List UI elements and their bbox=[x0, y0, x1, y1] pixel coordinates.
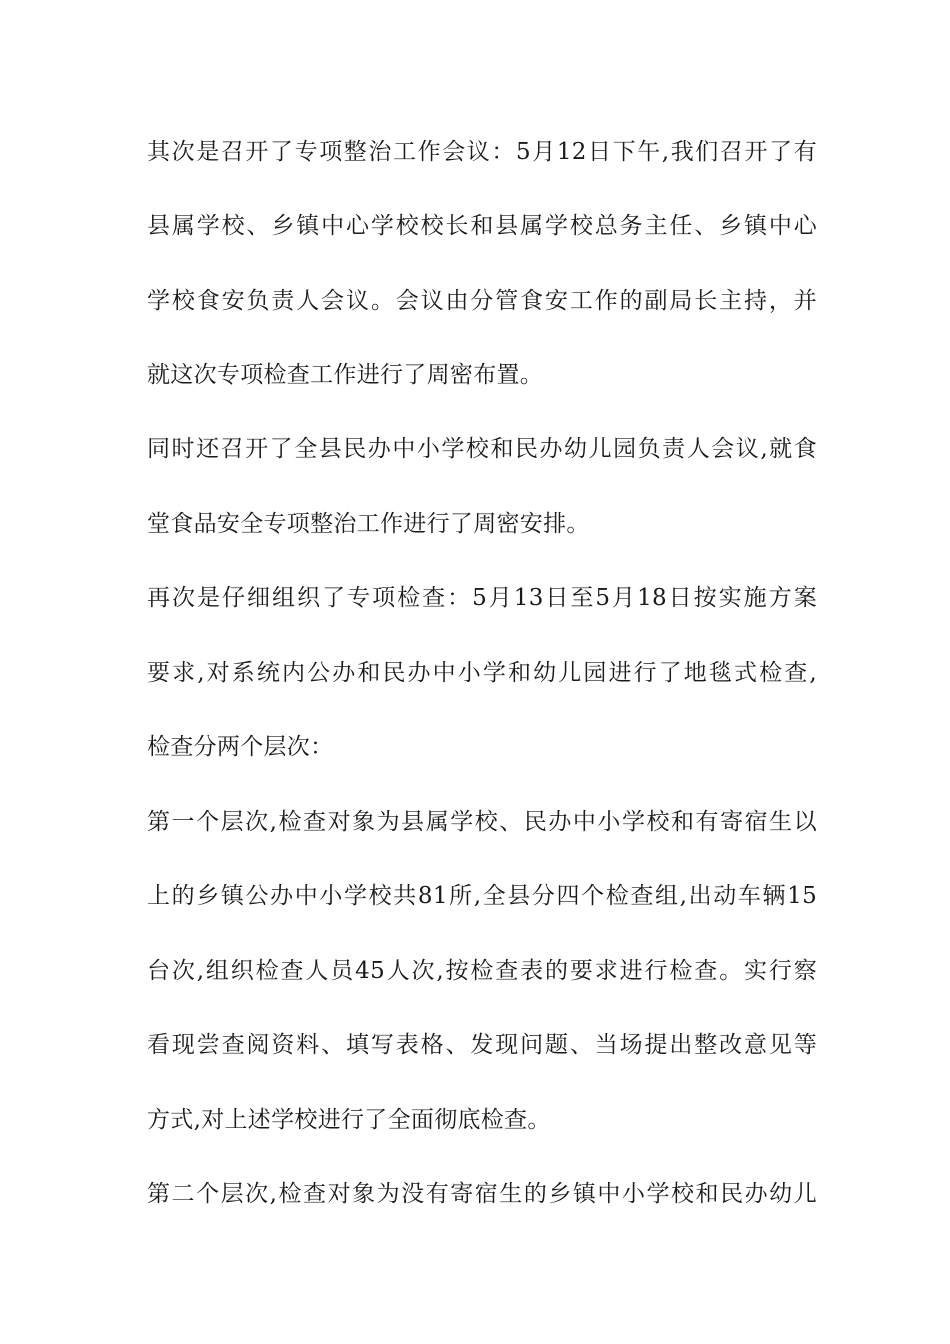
paragraph-line: 台次,组织检查人员45人次,按检查表的要求进行检查。实行察 bbox=[147, 958, 817, 984]
paragraph-line: 方式,对上述学校进行了全面彻底检查。 bbox=[147, 1107, 551, 1133]
paragraph-line: 检查分两个层次： bbox=[147, 734, 334, 760]
paragraph-line: 县属学校、乡镇中心学校校长和县属学校总务主任、乡镇中心 bbox=[147, 213, 817, 239]
paragraph-line: 第二个层次,检查对象为没有寄宿生的乡镇中小学校和民办幼儿 bbox=[147, 1181, 817, 1207]
paragraph-line: 要求,对系统内公办和民办中小学和幼儿园进行了地毯式检查, bbox=[147, 660, 817, 686]
paragraph-line: 上的乡镇公办中小学校共81所,全县分四个检查组,出动车辆15 bbox=[147, 883, 817, 909]
paragraph-line: 就这次专项检查工作进行了周密布置。 bbox=[147, 362, 544, 388]
paragraph-line: 再次是仔细组织了专项检查：5月13日至5月18日按实施方案 bbox=[147, 585, 817, 611]
paragraph-line: 看现尝查阅资料、填写表格、发现问题、当场提出整改意见等 bbox=[147, 1032, 817, 1058]
paragraph-line: 第一个层次,检查对象为县属学校、民办中小学校和有寄宿生以 bbox=[147, 809, 817, 835]
paragraph-line: 其次是召开了专项整治工作会议：5月12日下午,我们召开了有 bbox=[147, 139, 817, 165]
paragraph-line: 同时还召开了全县民办中小学校和民办幼儿园负责人会议,就食 bbox=[147, 436, 817, 462]
paragraph-line: 学校食安负责人会议。会议由分管食安工作的副局长主持，并 bbox=[147, 288, 817, 314]
paragraph-line: 堂食品安全专项整治工作进行了周密安排。 bbox=[147, 511, 590, 537]
